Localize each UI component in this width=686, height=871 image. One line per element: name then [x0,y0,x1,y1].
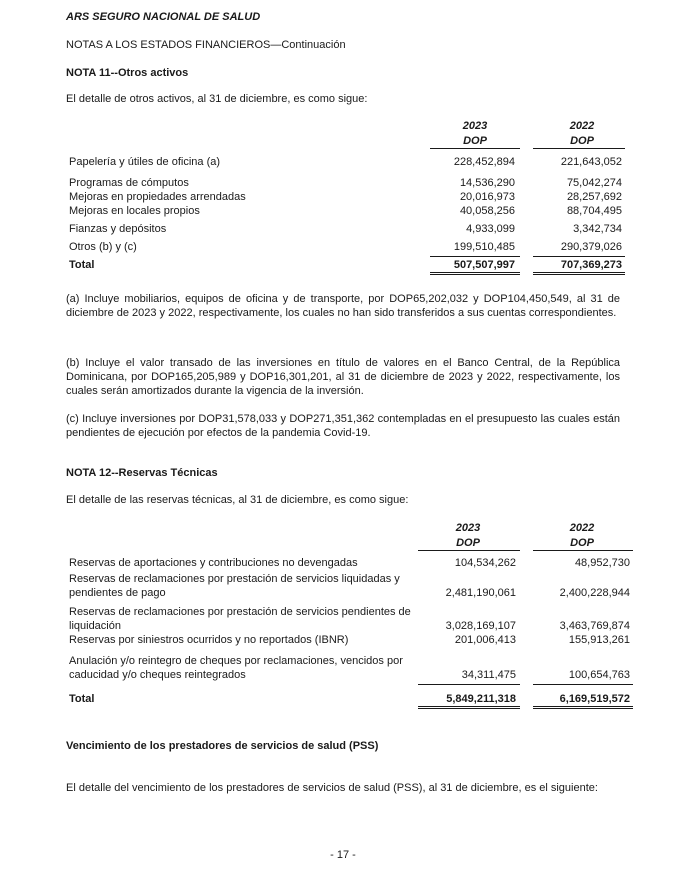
double-underline [430,272,520,273]
document-subtitle: NOTAS A LOS ESTADOS FINANCIEROS—Continuación [66,39,346,51]
row-label: Mejoras en propiedades arrendadas [69,191,246,203]
double-underline [418,706,520,707]
row-label: Fianzas y depósitos [69,223,167,235]
row-value-2023: 14,536,290 [459,177,515,189]
total-value-2022: 707,369,273 [560,259,622,271]
col-currency: DOP [456,537,480,549]
row-value-2022: 48,952,730 [574,557,630,569]
row-value-2023: 2,481,190,061 [445,587,516,599]
row-value-2022: 2,400,228,944 [559,587,630,599]
row-label: Papelería y útiles de oficina (a) [69,156,221,168]
row-value-2023: 4,933,099 [466,223,515,235]
row-value-2023: 3,028,169,107 [445,620,516,632]
row-value-2022: 28,257,692 [566,191,622,203]
col-currency: DOP [463,135,487,147]
row-value-2022: 3,342,734 [573,223,622,235]
page-number: - 17 - [330,849,356,861]
col-currency: DOP [570,537,594,549]
row-label: Reservas de reclamaciones por prestación de servicios liquidadas y pendientes de pago [69,573,400,599]
note-12-title: NOTA 12--Reservas Técnicas [66,467,218,479]
col-year: 2022 [569,522,595,534]
header-rule [430,148,520,149]
subtotal-rule [533,684,633,685]
row-label: Anulación y/o reintegro de cheques por reclamaciones, vencidos por caducidad y/o cheques reintegrados [69,655,403,681]
subtotal-rule [418,684,520,685]
row-value-2023: 20,016,973 [459,191,515,203]
subtotal-rule [430,256,520,257]
row-value-2023: 228,452,894 [453,156,515,168]
row-value-2023: 104,534,262 [454,557,516,569]
row-value-2023: 201,006,413 [454,634,516,646]
col-currency: DOP [570,135,594,147]
note-11-col-2022 [547,119,617,149]
double-underline [430,274,520,275]
total-value-2023: 5,849,211,318 [446,693,516,705]
footnote-b: (b) Incluye el valor transado de las inversiones en título de valores en el Banco Central, de la República Dominicana, por DOP165,205,989 y DOP16,301,201, al 31 de diciembre de 2023 y 2022, respectivamente, los cuales serán amortizados durante la vigencia de la inversión. [66,357,620,397]
row-value-2023: 40,058,256 [459,205,515,217]
note-12-intro: El detalle de las reservas técnicas, al 31 de diciembre, es como sigue: [66,494,409,506]
row-value-2022: 3,463,769,874 [559,620,630,632]
row-value-2023: 199,510,485 [453,241,515,253]
row-value-2022: 155,913,261 [568,634,630,646]
total-label: Total [69,693,95,705]
col-year: 2023 [462,120,488,132]
double-underline [533,274,625,275]
row-label: Reservas de aportaciones y contribuciones no devengadas [69,557,358,569]
double-underline [418,708,520,709]
row-value-2022: 100,654,763 [568,669,630,681]
row-value-2023: 34,311,475 [461,669,516,681]
double-underline [533,706,633,707]
note-11-col-2023 [440,119,510,149]
row-label: Reservas por siniestros ocurridos y no reportados (IBNR) [69,634,349,646]
row-label: Otros (b) y (c) [69,241,137,253]
pss-title: Vencimiento de los prestadores de servicios de salud (PSS) [66,740,379,752]
row-label: Mejoras en locales propios [69,205,200,217]
note-12-col-2022 [547,521,617,551]
pss-intro: El detalle del vencimiento de los prestadores de servicios de salud (PSS), al 31 de diciembre, es el siguiente: [66,782,598,794]
row-value-2022: 290,379,026 [560,241,622,253]
note-11-title: NOTA 11--Otros activos [66,67,189,79]
row-value-2022: 221,643,052 [560,156,622,168]
row-label: Programas de cómputos [69,177,189,189]
header-rule [418,550,520,551]
header-rule [533,550,633,551]
row-value-2022: 88,704,495 [566,205,622,217]
note-12-col-2023 [433,521,503,551]
row-value-2022: 75,042,274 [566,177,622,189]
subtotal-rule [533,256,625,257]
total-value-2023: 507,507,997 [453,259,515,271]
double-underline [533,272,625,273]
company-name: ARS SEGURO NACIONAL DE SALUD [66,11,261,23]
row-label: Reservas de reclamaciones por prestación de servicios pendientes de liquidación [69,606,411,632]
total-label: Total [69,259,95,271]
footnote-c: (c) Incluye inversiones por DOP31,578,033 y DOP271,351,362 contempladas en el presupuesto las cuales están pendientes de ejecución por efectos de la pandemia Covid-19. [66,413,620,439]
col-year: 2023 [455,522,481,534]
total-value-2022: 6,169,519,572 [559,693,630,705]
double-underline [533,708,633,709]
note-11-intro: El detalle de otros activos, al 31 de diciembre, es como sigue: [66,93,368,105]
header-rule [533,148,625,149]
col-year: 2022 [569,120,595,132]
footnote-a: (a) Incluye mobiliarios, equipos de oficina y de transporte, por DOP65,202,032 y DOP104,450,549, al 31 de diciembre de 2023 y 2022, respectivamente, los cuales no han sido transferidos a sus cuentas correspondientes. [66,293,620,319]
